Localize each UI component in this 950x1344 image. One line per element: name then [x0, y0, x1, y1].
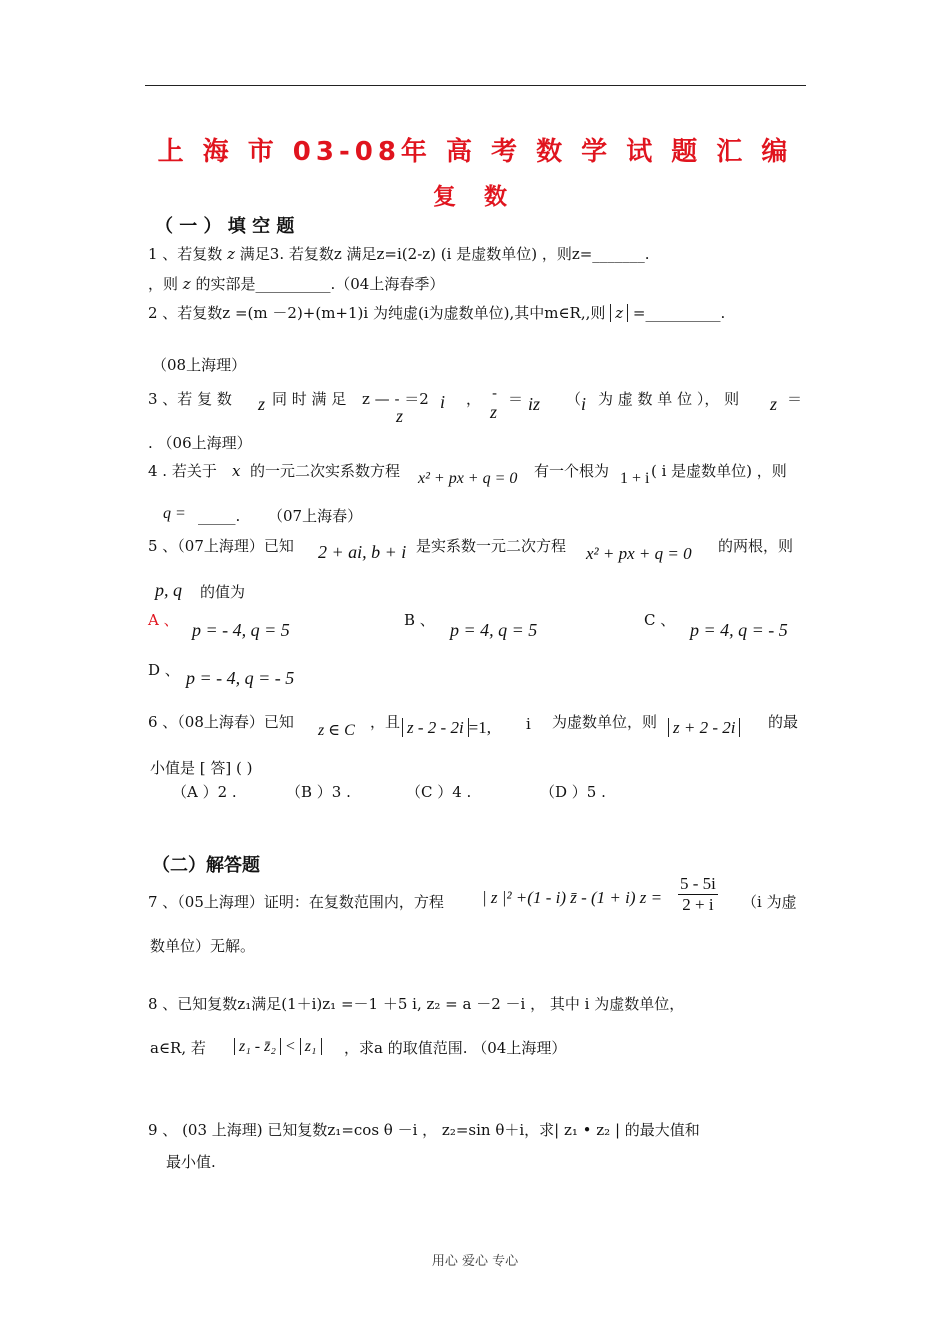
q6-option-a: （A ）2 . [172, 783, 237, 801]
q8-line-1: 8 、已知复数z₁满足(1＋i)z₁ =－1 ＋5 i, z₂ = a －2 －i ， 其中 i 为虚数单位， [148, 995, 685, 1013]
q4-equation: x² + px + q = 0 [418, 470, 518, 487]
q1-text-2c: 的实部是__________.（04上海春季） [195, 275, 445, 293]
q7-frac [678, 874, 718, 915]
page-footer: 用心 爱心 专心 [431, 1254, 519, 1269]
q2-end: =__________. [632, 304, 726, 322]
q2-text: 2 、若复数z =(m －2)+(m+1)i 为纯虚(i为虚数单位),其中m∈R,,则 [148, 304, 606, 322]
q1-text-a: 1 、若复数 [148, 245, 223, 263]
q2-abs-var: z [615, 304, 624, 322]
q5-option-a: p = - 4, q = 5 [192, 620, 290, 640]
q6-text-d: 的最 [768, 713, 799, 731]
document-title: 上 海 市 03-08年 高 考 数 学 试 题 汇 编 [157, 137, 793, 167]
q5-option-d: p = - 4, q = - 5 [186, 668, 295, 688]
q8-text-a: a∈R, 若 [150, 1039, 206, 1057]
q3-zbar2: z [490, 402, 498, 422]
q4-source: （07上海春） [268, 507, 363, 525]
q7-equation: | z |² +(1 - i) z̄ - (1 + i) z = [482, 888, 663, 907]
q5-option-b-label: B 、 [404, 611, 435, 629]
q6-line-2: 小值是 [ 答] ( ) [150, 759, 253, 777]
q4-q: q = [163, 505, 186, 522]
q3-i2: i [581, 394, 587, 414]
q6-eq1: =1, [468, 718, 492, 737]
q5-option-c: p = 4, q = - 5 [690, 620, 788, 640]
q5-text-d: 的值为 [200, 583, 246, 601]
q5-equation: x² + px + q = 0 [586, 544, 692, 563]
q8-inequality [234, 1038, 322, 1056]
q5-option-a-label: A 、 [148, 611, 179, 629]
q9-line-2: 最小值. [166, 1153, 216, 1171]
q7-text-a: 7 、（05上海理）证明：在复数范围内，方程 [148, 893, 444, 911]
q7-numerator: 5 - 5i [680, 874, 716, 893]
q5-pq: p, q [155, 580, 182, 600]
q3-dash: ‐ [492, 384, 498, 402]
q5-option-c-label: C 、 [644, 611, 676, 629]
q3-iz: iz [528, 394, 541, 414]
q9-line-1: 9 、 (03 上海理) 已知复数z₁=cos θ －i ， z₂=sin θ＋i，求| z₁ • z₂ | 的最大值和 [148, 1121, 700, 1139]
q3-source: . （06上海理） [148, 434, 252, 452]
q6-option-c: （C ）4 . [406, 783, 472, 801]
question-3-prefix: 3 、若 复 数 [148, 390, 232, 408]
q3-eqend: ＝ [787, 390, 803, 408]
q3-paren: （ [566, 390, 582, 408]
q3-zbar1: z [396, 406, 404, 426]
q1-var-z: z [227, 245, 235, 263]
q6-abs2 [668, 718, 740, 738]
q6-text-a: 6 、（08上海春）已知 [148, 713, 294, 731]
q6-var-i: i [526, 715, 531, 733]
q7-fraction [678, 874, 718, 915]
q4-text-b: 的一元二次实系数方程 [250, 462, 401, 480]
q5-roots: 2 + ai, b + i [318, 542, 407, 562]
question-1-line-2 [148, 274, 444, 294]
q5-text-a: 5 、（07上海理）已知 [148, 537, 294, 555]
q3-mid: 同 时 满 足 [272, 390, 347, 408]
q7-text-b: （i 为虚 [742, 893, 797, 911]
q5-text-c: 的两根，则 [718, 537, 794, 555]
q6-abs-group-1 [402, 718, 491, 738]
q3-eq1: z — ‐ ＝2 [362, 390, 429, 408]
q3-var-z: z [258, 394, 266, 414]
q4-text-a: 4 . 若关于 [148, 462, 217, 480]
q4-var-x: x [232, 462, 241, 480]
q7-line-2: 数单位）无解。 [150, 937, 256, 955]
q1-var-z2: z [182, 275, 191, 293]
q3-note: 为 虚 数 单 位 ）， 则 [598, 390, 740, 408]
question-1-line-1 [148, 244, 650, 264]
section-heading-answers: （二）解答题 [152, 855, 260, 876]
q7-denominator: 2 + i [682, 895, 714, 914]
q3-comma: ， [466, 390, 482, 408]
q4-blank: _____. [198, 507, 241, 525]
q1-text-2a: ，则 [148, 275, 179, 293]
q6-condition: z ∈ C [318, 722, 355, 739]
question-2-line-1 [148, 303, 725, 323]
q1-text-c: 满足3. 若复数z 满足z=i(2-z) (i 是虚数单位) ，则z=_______. [239, 245, 650, 263]
question-2-source: （08上海理） [152, 356, 247, 374]
document-subtitle: 复 数 [432, 184, 517, 210]
q8-text-b: ，求a 的取值范围. （04上海理） [344, 1039, 567, 1057]
section-heading-fill-in: （ 一 ） 填 空 题 [155, 216, 295, 237]
q4-root: 1 + i [620, 470, 650, 487]
q6-text-c: 为虚数单位，则 [552, 713, 658, 731]
q3-eq2: ＝ [508, 390, 524, 408]
q6-option-b: （B ）3 . [286, 783, 351, 801]
q6-option-d: （D ）5 . [540, 783, 606, 801]
q8-abs2: z₁ [300, 1038, 322, 1055]
q2-abs-z [610, 304, 628, 322]
q8-lt: < [284, 1038, 296, 1055]
q8-abs1: z₁ - z̄₂ [234, 1038, 281, 1055]
q6-abs2-text: z + 2 - 2i [668, 718, 740, 737]
q6-abs1: z - 2 - 2i [402, 718, 469, 737]
q3-i1: i [440, 392, 446, 412]
q6-text-b: ，且 [370, 713, 401, 731]
header-rule [145, 85, 806, 86]
q3-z2: z [770, 394, 778, 414]
q5-option-d-label: D 、 [148, 661, 180, 679]
q5-text-b: 是实系数一元二次方程 [416, 537, 567, 555]
q4-text-d: ( i 是虚数单位) ，则 [651, 462, 787, 480]
q4-text-c: 有一个根为 [534, 462, 610, 480]
q5-option-b: p = 4, q = 5 [450, 620, 538, 640]
